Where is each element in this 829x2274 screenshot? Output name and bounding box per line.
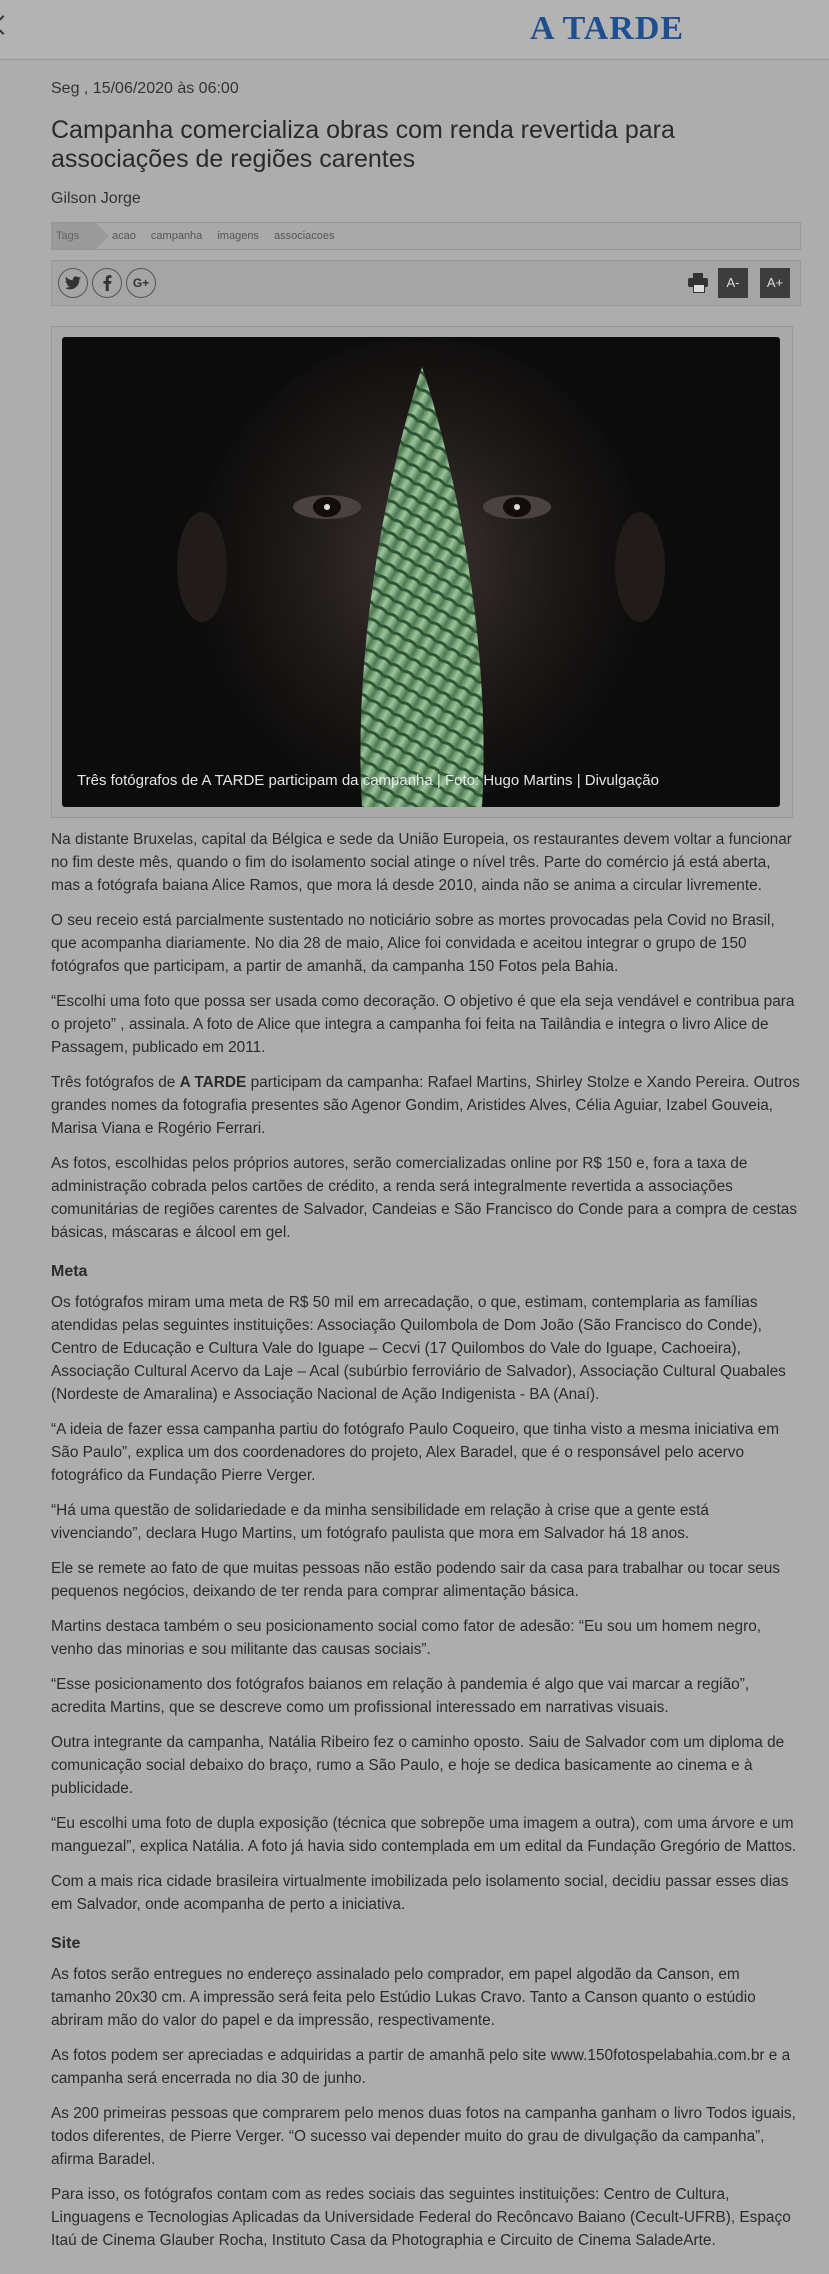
paragraph: Ele se remete ao fato de que muitas pessoas não estão podendo sair da casa para trabalhar ou tocar seus pequenos negócios, deixando de ter renda para comprar alimentação básica.: [51, 1560, 780, 1600]
photo-illustration: [62, 337, 780, 807]
section-heading-meta: Meta: [51, 1263, 88, 1280]
paragraph: “Escolhi uma foto que possa ser usada como decoração. O objetivo é que ela seja vendável e contribua para o projeto” , assinala. A foto de Alice que integra a campanha foi feita na Tailândia e integra o livro Alice de Passagem, publicado em 2011.: [51, 993, 795, 1056]
tag-link[interactable]: acao: [112, 230, 136, 242]
paragraph: As fotos, escolhidas pelos próprios autores, serão comercializadas online por R$ 150 e, fora a taxa de administração cobrada pelos cartões de crédito, a renda será integralmente revertida a associações comunitárias de regiões carentes de Salvador, Candeias e São Francisco do Conde para a compra de cestas básicas, máscaras e álcool em gel.: [51, 1155, 798, 1241]
article-date: Seg , 15/06/2020 às 06:00: [51, 80, 239, 97]
paragraph: As 200 primeiras pessoas que comprarem pelo menos duas fotos na campanha ganham o livro Todos iguais, todos diferentes, de Pierre Verger. “O sucesso vai depender muito do grau de divulgação da campanha”, afirma Baradel.: [51, 2105, 796, 2168]
paragraph: Para isso, os fotógrafos contam com as redes sociais das seguintes instituições: Centro de Cultura, Linguagens e Tecnologias Aplicadas da Universidade Federal do Recôncavo Baiano (Cecult-UFRB), Espaço Itaú de Cinema Glauber Rocha, Instituto Casa da Photographia e Circuito de Cinema SaladeArte.: [51, 2186, 791, 2249]
paragraph: Martins destaca também o seu posicionamento social como fator de adesão: “Eu sou um homem negro, venho das minorias e sou militante das causas sociais”.: [51, 1618, 762, 1658]
facebook-icon: [103, 275, 112, 291]
paragraph: Na distante Bruxelas, capital da Bélgica e sede da União Europeia, os restaurantes devem voltar a funcionar no fim deste mês, quando o fim do isolamento social atinge o nível três. Parte do comércio já está aberta, mas a fotógrafa baiana Alice Ramos, que mora lá desde 2010, ainda não se anima a circular livremente.: [51, 831, 792, 894]
tags-bar: [51, 222, 801, 250]
tag-link[interactable]: associacoes: [274, 230, 335, 242]
paragraph: “Há uma questão de solidariedade e da minha sensibilidade em relação à crise que a gente está vivenciando”, declara Hugo Martins, um fotógrafo paulista que mora em Salvador há 18 anos.: [51, 1502, 709, 1542]
twitter-icon: [65, 276, 81, 290]
tags-label: Tags: [52, 223, 96, 249]
paragraph: O seu receio está parcialmente sustentado no noticiário sobre as mortes provocadas pela Covid no Brasil, que acompanha diariamente. No dia 28 de maio, Alice foi convidada e aceitou integrar o grupo de 150 fotógrafos que participam, a partir de amanhã, da campanha 150 Fotos pela Bahia.: [51, 912, 775, 975]
photo-caption: Três fotógrafos de A TARDE participam da campanha | Foto: Hugo Martins | Divulgação: [77, 772, 659, 789]
paragraph: “Eu escolhi uma foto de dupla exposição (técnica que sobrepõe uma imagem a outra), com uma árvore e um manguezal”, explica Natália. A foto já havia sido contemplada em um edital da Fundação Gregório de Mattos.: [51, 1815, 797, 1855]
paragraph: Outra integrante da campanha, Natália Ribeiro fez o caminho oposto. Saiu de Salvador com um diploma de comunicação social debaixo do braço, rumo a São Paulo, e hoje se dedica basicamente ao cinema e à publicidade.: [51, 1734, 785, 1797]
top-bar: [0, 0, 829, 60]
paragraph-text: participam da campanha: Rafael Martins, Shirley Stolze e Xando Pereira. Outros grandes nomes da fotografia presentes são Agenor Gondim, Aristides Alves, Célia Aguiar, Izabel Gouveia, Marisa Viana e Rogério Ferrari.: [51, 1074, 800, 1137]
article-author[interactable]: Gilson Jorge: [51, 190, 141, 207]
googleplus-share-button[interactable]: G+: [126, 268, 156, 298]
paragraph: As fotos podem ser apreciadas e adquiridas a partir de amanhã pelo site www.150fotospelabahia.com.br e a campanha será encerrada no dia 30 de junho.: [51, 2047, 791, 2087]
paragraph: As fotos serão entregues no endereço assinalado pelo comprador, em papel algodão da Canson, em tamanho 20x30 cm. A impressão será feita pelo Estúdio Lukas Cravo. Tanto a Canson quanto o estúdio abriram mão do valor do papel e da impressão, respectivamente.: [51, 1966, 756, 2029]
paragraph: Com a mais rica cidade brasileira virtualmente imobilizada pelo isolamento social, decidiu passar esses dias em Salvador, onde acompanha de perto a iniciativa.: [51, 1873, 789, 1913]
paragraph-strong: A TARDE: [179, 1074, 247, 1091]
facebook-share-button[interactable]: [92, 268, 122, 298]
photo-frame: [51, 326, 793, 818]
paragraph-text: Três fotógrafos de: [51, 1074, 180, 1091]
tag-link[interactable]: imagens: [217, 230, 259, 242]
font-decrease-button[interactable]: A-: [718, 268, 748, 298]
font-increase-button[interactable]: A+: [760, 268, 790, 298]
share-bar: [51, 260, 801, 306]
section-heading-site: Site: [51, 1935, 81, 1952]
article-headline: Campanha comercializa obras com renda revertida para associações de regiões carentes: [51, 116, 675, 173]
site-logo[interactable]: A TARDE: [530, 10, 685, 47]
paragraph: [51, 1071, 801, 1140]
article-photo[interactable]: [62, 337, 780, 807]
twitter-share-button[interactable]: [58, 268, 88, 298]
paragraph: “Esse posicionamento dos fotógrafos baianos em relação à pandemia é algo que vai marcar a região”, acredita Martins, que se descreve como um profissional interessado em narrativas visuais.: [51, 1676, 750, 1716]
paragraph: “A ideia de fazer essa campanha partiu do fotógrafo Paulo Coqueiro, que tinha visto a mesma iniciativa em São Paulo”, explica um dos coordenadores do projeto, Alex Baradel, que é o responsável pelo acervo fotográfico da Fundação Pierre Verger.: [51, 1421, 780, 1484]
back-arrow-icon[interactable]: [0, 15, 13, 35]
print-icon[interactable]: [688, 273, 708, 291]
tag-link[interactable]: campanha: [150, 230, 203, 242]
paragraph: Os fotógrafos miram uma meta de R$ 50 mil em arrecadação, o que, estimam, contemplaria as famílias atendidas pelas seguintes instituições: Associação Quilombola de Dom João (São Francisco do Conde), Centro de Educação e Cultura Vale do Iguape – Cecvi (17 Quilombos do Vale do Iguape, Cachoeira), Associação Cultural Acervo da Laje – Acal (subúrbio ferroviário de Salvador), Associação Cultural Quabales (Nordeste de Amaralina) e Associação Nacional de Ação Indigenista - BA (Anaí).: [51, 1294, 786, 1403]
article: [51, 60, 801, 2264]
article-body: [51, 828, 801, 2252]
tag-list: [112, 223, 347, 249]
